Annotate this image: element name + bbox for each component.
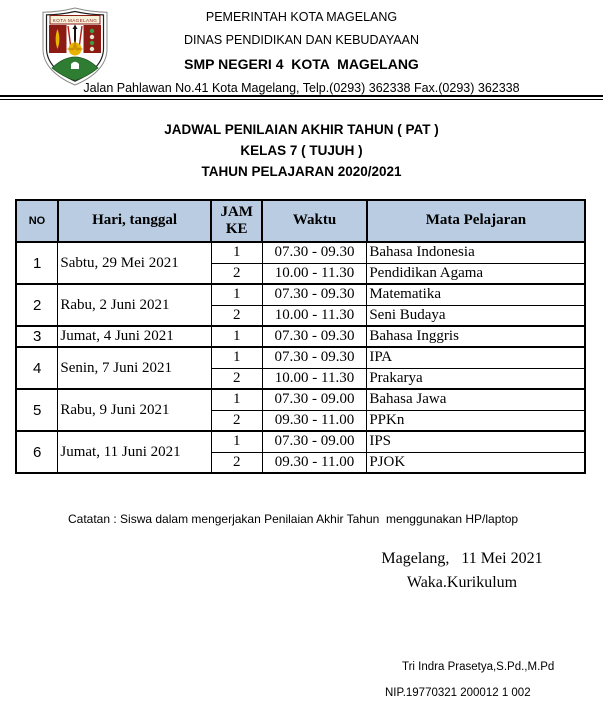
cell-waktu: 07.30 - 09.30 <box>262 326 367 347</box>
cell-waktu: 07.30 - 09.30 <box>262 347 367 368</box>
cell-waktu: 10.00 - 11.30 <box>262 305 367 326</box>
cell-mapel: Pendidikan Agama <box>367 263 585 284</box>
cell-mapel: Prakarya <box>367 368 585 389</box>
cell-mapel: IPA <box>367 347 585 368</box>
cell-jam: 1 <box>211 389 262 410</box>
cell-mapel: Bahasa Jawa <box>367 389 585 410</box>
signer-name: Tri Indra Prasetya,S.Pd.,M.Pd <box>402 661 555 673</box>
cell-jam: 2 <box>211 263 262 284</box>
cell-no: 2 <box>16 284 58 326</box>
cell-mapel: Matematika <box>367 284 585 305</box>
cell-mapel: Bahasa Inggris <box>367 326 585 347</box>
letterhead-address: Jalan Pahlawan No.41 Kota Magelang, Telp.(0293) 362338 Fax.(0293) 362338 <box>83 81 520 95</box>
cell-hari: Senin, 7 Juni 2021 <box>58 347 211 389</box>
cell-waktu: 07.30 - 09.00 <box>262 389 367 410</box>
crest-banner-text: KOTA MAGELANG <box>52 17 98 23</box>
cell-waktu: 09.30 - 11.00 <box>262 410 367 431</box>
table-row <box>16 389 585 410</box>
title-line-2: KELAS 7 ( TUJUH ) <box>240 143 363 158</box>
cell-jam: 2 <box>211 368 262 389</box>
cell-hari: Sabtu, 29 Mei 2021 <box>58 242 211 284</box>
position-title: Waka.Kurikulum <box>406 574 518 591</box>
col-header-no: NO <box>16 200 58 242</box>
place-date: Magelang, 11 Mei 2021 <box>381 550 543 567</box>
cell-hari: Jumat, 4 Juni 2021 <box>58 326 211 347</box>
cell-no: 4 <box>16 347 58 389</box>
schedule-table <box>15 199 586 474</box>
cell-waktu: 10.00 - 11.30 <box>262 263 367 284</box>
table-header-row <box>16 200 585 242</box>
cell-waktu: 10.00 - 11.30 <box>262 368 367 389</box>
cell-no: 1 <box>16 242 58 284</box>
signature-block <box>352 547 572 595</box>
letterhead-rule-thin <box>0 99 603 100</box>
cell-jam: 1 <box>211 326 262 347</box>
cell-hari: Rabu, 9 Juni 2021 <box>58 389 211 431</box>
cell-jam: 1 <box>211 347 262 368</box>
cell-waktu: 07.30 - 09.00 <box>262 431 367 452</box>
cell-jam: 2 <box>211 305 262 326</box>
cell-mapel: Seni Budaya <box>367 305 585 326</box>
cell-waktu: 09.30 - 11.00 <box>262 452 367 473</box>
cell-jam: 1 <box>211 431 262 452</box>
cell-jam: 1 <box>211 284 262 305</box>
cell-jam: 2 <box>211 452 262 473</box>
note-text: Catatan : Siswa dalam mengerjakan Penilaian Akhir Tahun menggunakan HP/laptop <box>68 512 519 526</box>
table-row <box>16 347 585 368</box>
letterhead-government-line: PEMERINTAH KOTA MAGELANG <box>205 10 398 24</box>
cell-jam: 1 <box>211 242 262 263</box>
col-header-waktu: Waktu <box>262 200 367 242</box>
cell-hari: Jumat, 11 Juni 2021 <box>58 431 211 473</box>
cell-mapel: PJOK <box>367 452 585 473</box>
table-row <box>16 431 585 452</box>
cell-no: 5 <box>16 389 58 431</box>
letterhead-department-line: DINAS PENDIDIKAN DAN KEBUDAYAAN <box>183 33 419 47</box>
cell-mapel: IPS <box>367 431 585 452</box>
cell-hari: Rabu, 2 Juni 2021 <box>58 284 211 326</box>
cell-waktu: 07.30 - 09.30 <box>262 242 367 263</box>
letterhead-school-name: SMP NEGERI 4 KOTA MAGELANG <box>184 56 419 72</box>
cell-no: 3 <box>16 326 58 347</box>
cell-mapel: PPKn <box>367 410 585 431</box>
cell-waktu: 07.30 - 09.30 <box>262 284 367 305</box>
title-line-3: TAHUN PELAJARAN 2020/2021 <box>201 164 402 179</box>
title-line-1: JADWAL PENILAIAN AKHIR TAHUN ( PAT ) <box>164 122 439 137</box>
col-header-mata-pelajaran: Mata Pelajaran <box>367 200 585 242</box>
table-row <box>16 284 585 305</box>
col-header-jam-ke: JAM KE <box>211 200 262 242</box>
cell-no: 6 <box>16 431 58 473</box>
col-header-hari-tanggal: Hari, tanggal <box>58 200 211 242</box>
signer-nip: NIP.19770321 200012 1 002 <box>385 687 531 699</box>
cell-jam: 2 <box>211 410 262 431</box>
table-row <box>16 242 585 263</box>
cell-mapel: Bahasa Indonesia <box>367 242 585 263</box>
letterhead-rule-thick <box>0 95 603 97</box>
table-row <box>16 326 585 347</box>
